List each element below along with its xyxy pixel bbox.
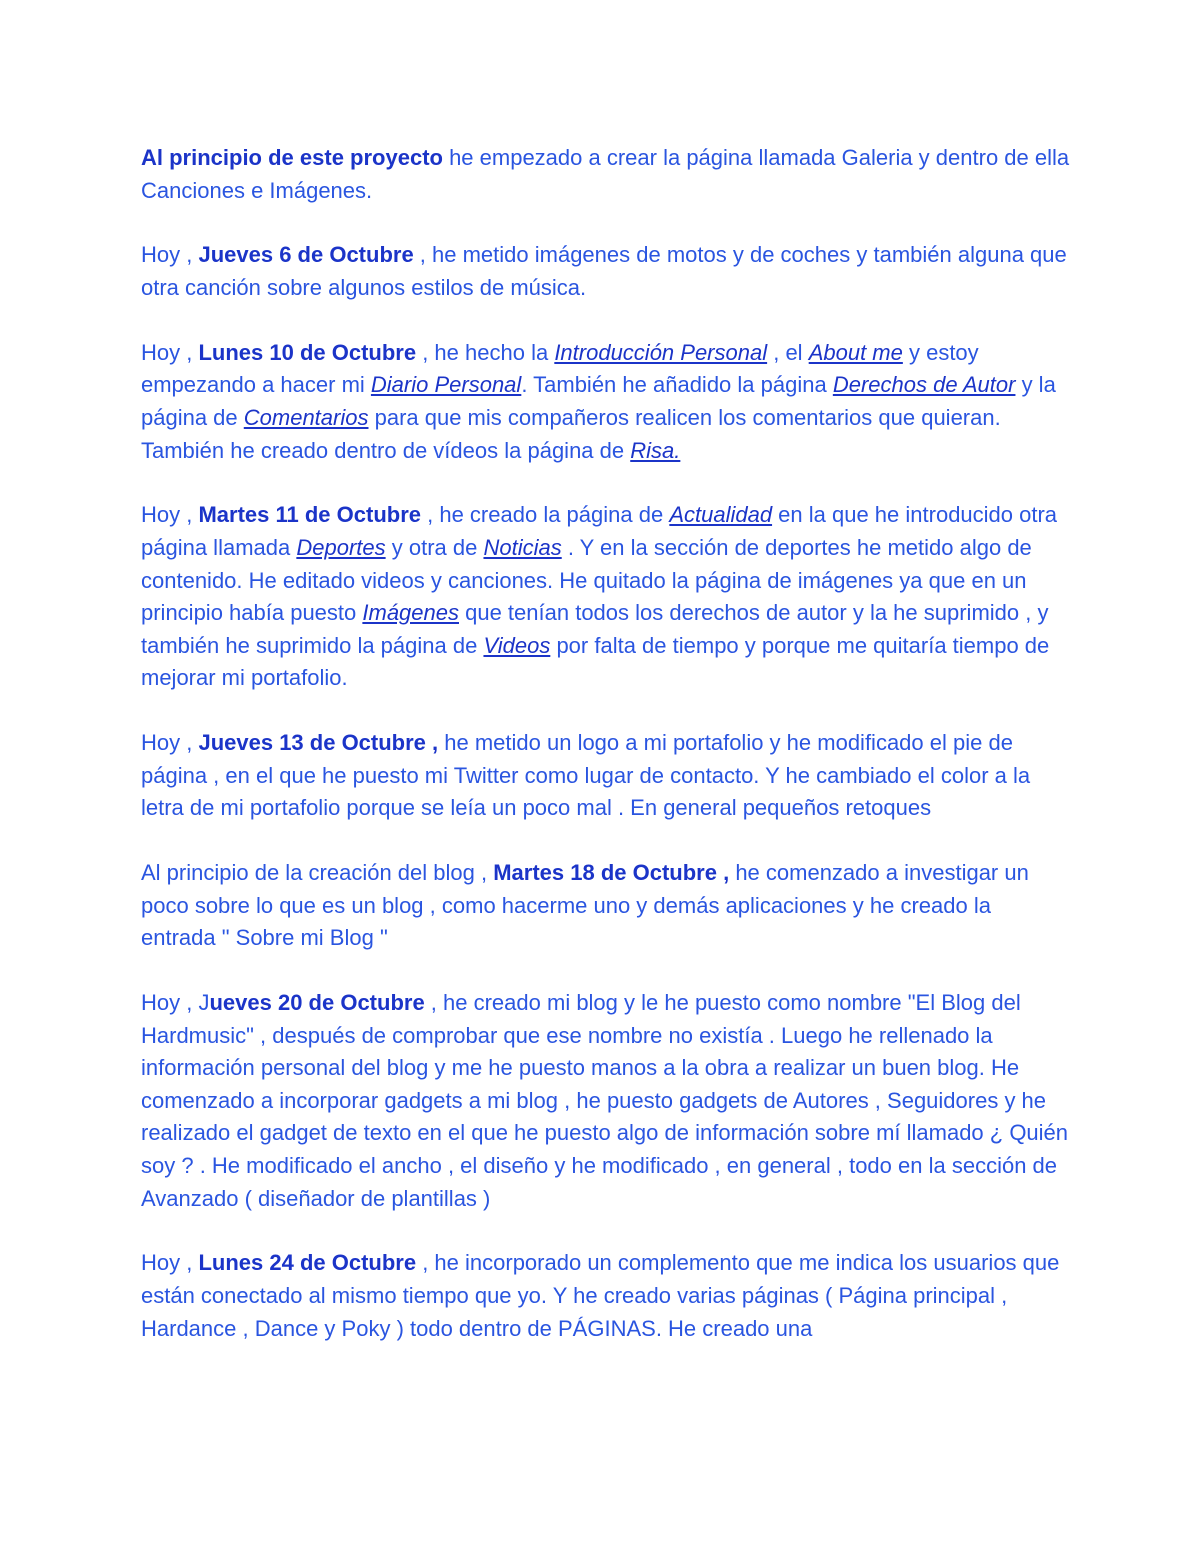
- body-text: he comenzado a investigar un poco sobre lo que es un blog , como hacerme uno y demás aplicaciones y he creado la entrada " Sobre mi Blog ": [141, 860, 1029, 951]
- body-text: Hoy ,: [141, 730, 199, 756]
- body-text: y la página de: [141, 372, 1056, 430]
- page-link[interactable]: Deportes: [296, 534, 386, 560]
- date-label: Jueves 6 de Octubre: [198, 242, 414, 268]
- body-text: he metido un logo a mi portafolio y he modificado el pie de página , en el que he puesto mi Twitter como lugar de contacto. Y he cambiado el color a la letra de mi portafolio porque se leía un poco mal . En general pequeños retoques: [141, 730, 1031, 821]
- body-text: Hoy ,: [141, 1250, 199, 1276]
- body-text: Hoy ,: [141, 242, 199, 268]
- page-link[interactable]: Comentarios: [243, 404, 369, 430]
- date-label: Martes 11 de Octubre: [198, 502, 422, 528]
- page-link[interactable]: Risa.: [630, 437, 681, 463]
- body-text: Hoy , J: [141, 990, 210, 1015]
- date-label: ueves 20 de Octubre: [209, 990, 425, 1015]
- paragraph-martes-11: [141, 499, 1071, 695]
- body-text: . También he añadido la página: [521, 372, 833, 398]
- paragraph-lunes-10: [141, 337, 1071, 467]
- body-text: y estoy empezando a hacer mi: [141, 339, 979, 398]
- page-link[interactable]: Noticias: [483, 534, 562, 560]
- page-link[interactable]: Imágenes: [362, 600, 459, 626]
- date-label: Martes 18 de Octubre ,: [493, 860, 730, 886]
- paragraph-jueves-6: [141, 239, 1071, 304]
- body-text: y otra de: [385, 534, 484, 560]
- body-text: he empezado a crear la página llamada Galeria y dentro de ella Canciones e Imágenes.: [141, 145, 1070, 203]
- page-link[interactable]: Introducción Personal: [554, 339, 768, 365]
- body-text: Hoy ,: [141, 502, 199, 528]
- date-label: Jueves 13 de Octubre ,: [198, 730, 439, 756]
- body-text: por falta de tiempo y porque me quitaría tiempo de mejorar mi portafolio.: [141, 632, 1050, 691]
- date-label: Lunes 10 de Octubre: [198, 339, 417, 365]
- body-text: , el: [767, 339, 809, 365]
- paragraph-martes-18: [141, 857, 1071, 955]
- paragraph-intro: [141, 142, 1071, 207]
- body-text: , he hecho la: [416, 339, 555, 365]
- body-text: Al principio de la creación del blog ,: [141, 860, 494, 886]
- document-body: [141, 142, 1071, 1377]
- page-link[interactable]: Derechos de Autor: [832, 372, 1016, 398]
- date-label: Lunes 24 de Octubre: [198, 1250, 417, 1276]
- body-text: , he incorporado un complemento que me indica los usuarios que están conectado al mismo tiempo que yo. Y he creado varias páginas ( Página principal , Hardance , Dance y Poky ) todo dentro de PÁGINAS. He creado una: [141, 1250, 1060, 1341]
- page-link[interactable]: About me: [808, 339, 903, 365]
- body-text: , he metido imágenes de motos y de coches y también alguna que otra canción sobre algunos estilos de música.: [141, 242, 1067, 300]
- page-link[interactable]: Diario Personal: [370, 372, 522, 398]
- paragraph-jueves-13: [141, 727, 1071, 825]
- paragraph-lunes-24: [141, 1247, 1071, 1345]
- body-text: para que mis compañeros realicen los comentarios que quieran. También he creado dentro de vídeos la página de: [141, 404, 1001, 463]
- body-text: Hoy ,: [141, 339, 199, 365]
- body-text: , he creado mi blog y le he puesto como nombre "El Blog del Hardmusic" , después de comprobar que ese nombre no existía . Luego he rellenado la información personal del blog y me he puesto manos a la obra a realizar un buen blog. He comenzado a incorporar gadgets a mi blog , he puesto gadgets de Autores , Seguidores y he realizado el gadget de texto en el que he puesto algo de información sobre mí llamado ¿ Quién soy ? . He modificado el ancho , el diseño y he modificado , en general , todo en la sección de Avanzado ( diseñador de plantillas ): [141, 990, 1069, 1211]
- page-link[interactable]: Actualidad: [669, 502, 773, 528]
- paragraph-jueves-20: [141, 987, 1071, 1215]
- page-link[interactable]: Videos: [483, 632, 551, 658]
- body-text: en la que he introducido otra página llamada: [141, 502, 1058, 560]
- body-text: . Y en la sección de deportes he metido algo de contenido. He editado videos y canciones. He quitado la página de imágenes ya que en un principio había puesto: [141, 534, 1032, 626]
- body-text: , he creado la página de: [421, 502, 670, 528]
- date-label: Al principio de este proyecto: [141, 145, 443, 170]
- body-text: que tenían todos los derechos de autor y la he suprimido , y también he suprimido la página de: [141, 600, 1049, 658]
